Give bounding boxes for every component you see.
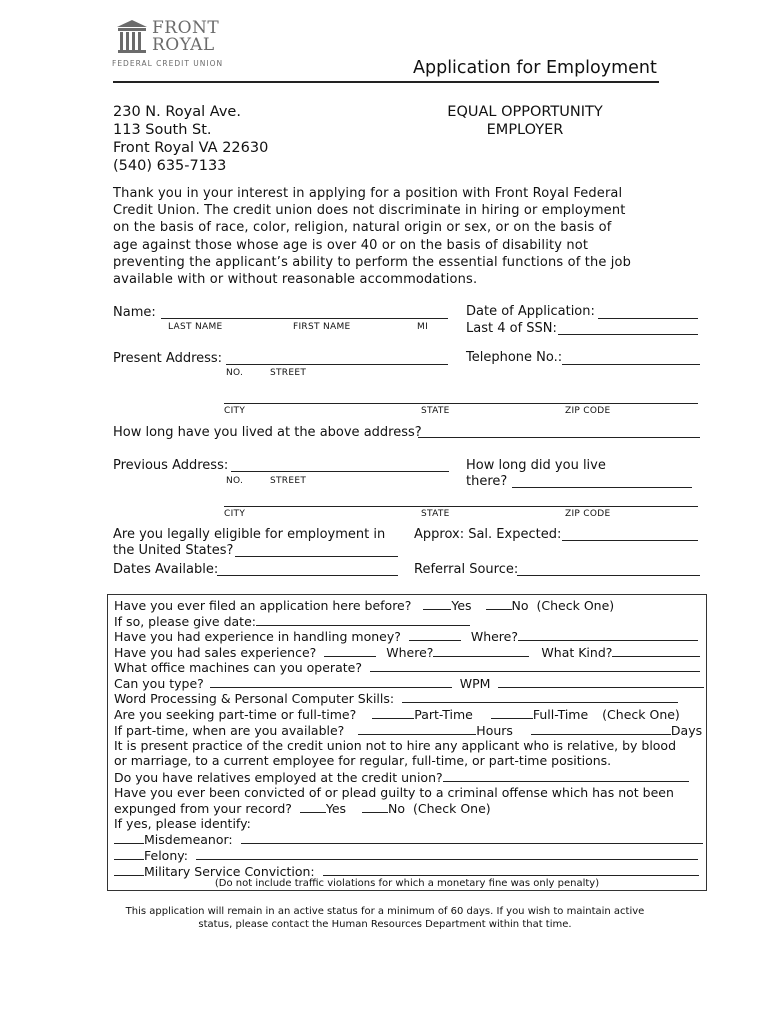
address-line: Front Royal VA 22630: [113, 140, 269, 156]
how-long-live-field[interactable]: [512, 487, 692, 488]
street-caption: STREET: [270, 368, 307, 378]
what-kind-field[interactable]: [612, 644, 700, 657]
eeo-line: EQUAL OPPORTUNITY: [447, 104, 603, 120]
footer-note: [100, 905, 670, 931]
practice-line: or marriage, to a current employee for regular, full-time, or part-time positions.: [114, 753, 612, 768]
misdemeanor-field[interactable]: [241, 831, 703, 844]
intro-line: Thank you in your interest in applying for a position with Front Royal Federal: [113, 186, 623, 201]
telephone-label: Telephone No.:: [466, 350, 563, 365]
give-date-label: If so, please give date:: [114, 614, 256, 629]
address-line: 230 N. Royal Ave.: [113, 104, 241, 120]
address-line: 113 South St.: [113, 122, 212, 138]
identify-label: If yes, please identify:: [114, 816, 251, 831]
no-label: No: [388, 801, 406, 816]
machines-row: [114, 659, 700, 675]
military-row: [114, 863, 699, 879]
convicted-no-blank[interactable]: [362, 800, 388, 813]
money-question: Have you had experience in handling money?: [114, 629, 401, 644]
relatives-question: Do you have relatives employed at the credit union?: [114, 770, 443, 785]
check-one-label: (Check One): [602, 707, 680, 722]
salary-field[interactable]: [562, 540, 698, 541]
relatives-field[interactable]: [443, 769, 689, 782]
traffic-note: (Do not include traffic violations for which a monetary fine was only penalty): [214, 878, 600, 889]
filed-no-blank[interactable]: [486, 597, 512, 610]
convicted-line: Have you ever been convicted of or plead guilty to a criminal offense which has not been: [114, 785, 674, 800]
building-logo-icon: [116, 18, 148, 54]
intro-line: preventing the applicant’s ability to perform the essential functions of the job: [113, 254, 632, 270]
sales-row: [114, 644, 700, 660]
present-address-label: Present Address:: [113, 351, 223, 366]
zip-caption: ZIP CODE: [565, 509, 611, 519]
footer-line: status, please contact the Human Resources Department within that time.: [198, 919, 572, 930]
part-full-row: [114, 706, 680, 722]
zip-caption: ZIP CODE: [565, 406, 611, 416]
intro-line: Credit Union. The credit union does not discriminate in hiring or employment: [113, 203, 626, 219]
military-blank[interactable]: [114, 863, 144, 876]
convicted-question: expunged from your record?: [114, 801, 292, 816]
salary-label: Approx: Sal. Expected:: [414, 527, 562, 542]
hours-label: Hours: [476, 723, 513, 738]
felony-blank[interactable]: [114, 847, 144, 860]
date-application-field[interactable]: [598, 318, 698, 319]
days-label: Days: [670, 723, 703, 738]
available-question: If part-time, when are you available?: [114, 723, 345, 738]
part-time-label: Part-Time: [414, 707, 473, 722]
part-time-blank[interactable]: [372, 706, 414, 719]
dates-available-field[interactable]: [217, 575, 398, 576]
eligible-label-2: the United States?: [113, 543, 234, 558]
money-row: [114, 628, 698, 644]
felony-field[interactable]: [196, 847, 698, 860]
how-long-label: How long have you lived at the above address?: [113, 425, 422, 440]
ssn-label: Last 4 of SSN:: [466, 321, 557, 336]
intro-line: on the basis of race, color, religion, natural origin or sex, or on the basis of: [113, 220, 612, 236]
where-label: Where?: [470, 629, 518, 644]
intro-line: available with or without reasonable accommodations.: [113, 272, 478, 288]
misdemeanor-row: [114, 831, 703, 847]
previous-address-field[interactable]: [231, 471, 449, 472]
state-caption: STATE: [421, 406, 450, 416]
ssn-field[interactable]: [558, 334, 698, 335]
wpm-field[interactable]: [498, 675, 704, 688]
where-label: Where?: [386, 645, 434, 660]
logo-subtitle: FEDERAL CREDIT UNION: [112, 59, 224, 68]
word-row: [114, 690, 678, 706]
filed-row: [114, 597, 614, 613]
city-caption: CITY: [224, 406, 246, 416]
street-caption: STREET: [270, 476, 307, 486]
convicted-yes-blank[interactable]: [300, 800, 326, 813]
date-application-label: Date of Application:: [466, 304, 595, 319]
how-long-live-label-2: there?: [466, 474, 508, 489]
convicted-row: [114, 800, 491, 816]
intro-line: age against those whose age is over 40 or on the basis of disability not: [113, 237, 589, 253]
money-field[interactable]: [409, 628, 461, 641]
hours-field[interactable]: [358, 722, 476, 735]
type-field[interactable]: [210, 675, 452, 688]
type-question: Can you type?: [114, 676, 204, 691]
address-block: [113, 103, 268, 175]
full-time-label: Full-Time: [532, 707, 589, 722]
felony-label: Felony:: [144, 848, 188, 863]
sales-question: Have you had sales experience?: [114, 645, 317, 660]
full-time-blank[interactable]: [491, 706, 533, 719]
page-title: Application for Employment: [413, 58, 657, 78]
logo: [112, 18, 222, 68]
previous-city-field[interactable]: [224, 506, 698, 507]
mi-caption: MI: [417, 322, 429, 332]
present-city-field[interactable]: [224, 403, 698, 404]
days-field[interactable]: [531, 722, 671, 735]
type-row: [114, 675, 704, 691]
part-full-question: Are you seeking part-time or full-time?: [114, 707, 357, 722]
money-where-field[interactable]: [518, 628, 698, 641]
eligible-label: Are you legally eligible for employment in: [113, 527, 386, 542]
felony-row: [114, 847, 698, 863]
eligible-field[interactable]: [235, 556, 398, 557]
available-row: [114, 722, 702, 738]
logo-line1: FRONT: [152, 18, 220, 38]
wpm-label: WPM: [459, 676, 491, 691]
no-caption: NO.: [226, 476, 244, 486]
sales-where-field[interactable]: [433, 644, 529, 657]
name-label: Name:: [113, 305, 156, 320]
no-caption: NO.: [226, 368, 244, 378]
intro-paragraph: [113, 185, 631, 288]
yes-label: Yes: [451, 598, 472, 613]
word-field[interactable]: [402, 690, 678, 703]
logo-line2: ROYAL: [152, 35, 215, 55]
military-label: Military Service Conviction:: [144, 864, 315, 879]
no-label: No: [511, 598, 529, 613]
give-date-row: [114, 613, 470, 629]
give-date-field[interactable]: [256, 613, 470, 626]
previous-address-label: Previous Address:: [113, 458, 229, 473]
telephone-field[interactable]: [562, 364, 700, 365]
sales-field[interactable]: [324, 644, 376, 657]
check-one-label: (Check One): [413, 801, 491, 816]
eeo-line: EMPLOYER: [486, 122, 564, 138]
practice-line: It is present practice of the credit union not to hire any applicant who is relative, by blood: [114, 738, 677, 753]
present-address-field[interactable]: [226, 364, 448, 365]
what-kind-label: What Kind?: [541, 645, 613, 660]
misdemeanor-label: Misdemeanor:: [144, 832, 233, 847]
relatives-row: [114, 769, 689, 785]
how-long-live-label: How long did you live: [466, 458, 606, 473]
address-line: (540) 635-7133: [113, 158, 227, 174]
machines-question: What office machines can you operate?: [114, 660, 362, 675]
state-caption: STATE: [421, 509, 450, 519]
check-one-label: (Check One): [536, 598, 615, 613]
referral-field[interactable]: [517, 575, 700, 576]
how-long-field[interactable]: [418, 437, 700, 438]
yes-label: Yes: [325, 801, 347, 816]
military-field[interactable]: [323, 863, 699, 876]
title-rule: [113, 81, 659, 83]
word-question: Word Processing & Personal Computer Skills:: [114, 691, 395, 706]
filed-yes-blank[interactable]: [423, 597, 451, 610]
eeo-statement: [420, 103, 630, 139]
name-field[interactable]: [161, 318, 448, 319]
filed-question: Have you ever filed an application here before?: [114, 598, 412, 613]
misdemeanor-blank[interactable]: [114, 831, 144, 844]
city-caption: CITY: [224, 509, 246, 519]
dates-available-label: Dates Available:: [113, 562, 219, 577]
first-name-caption: FIRST NAME: [293, 322, 351, 332]
referral-label: Referral Source:: [414, 562, 519, 577]
footer-line: This application will remain in an active status for a minimum of 60 days. If you wish to maintain active: [125, 906, 645, 917]
machines-field[interactable]: [370, 659, 700, 672]
last-name-caption: LAST NAME: [168, 322, 223, 332]
